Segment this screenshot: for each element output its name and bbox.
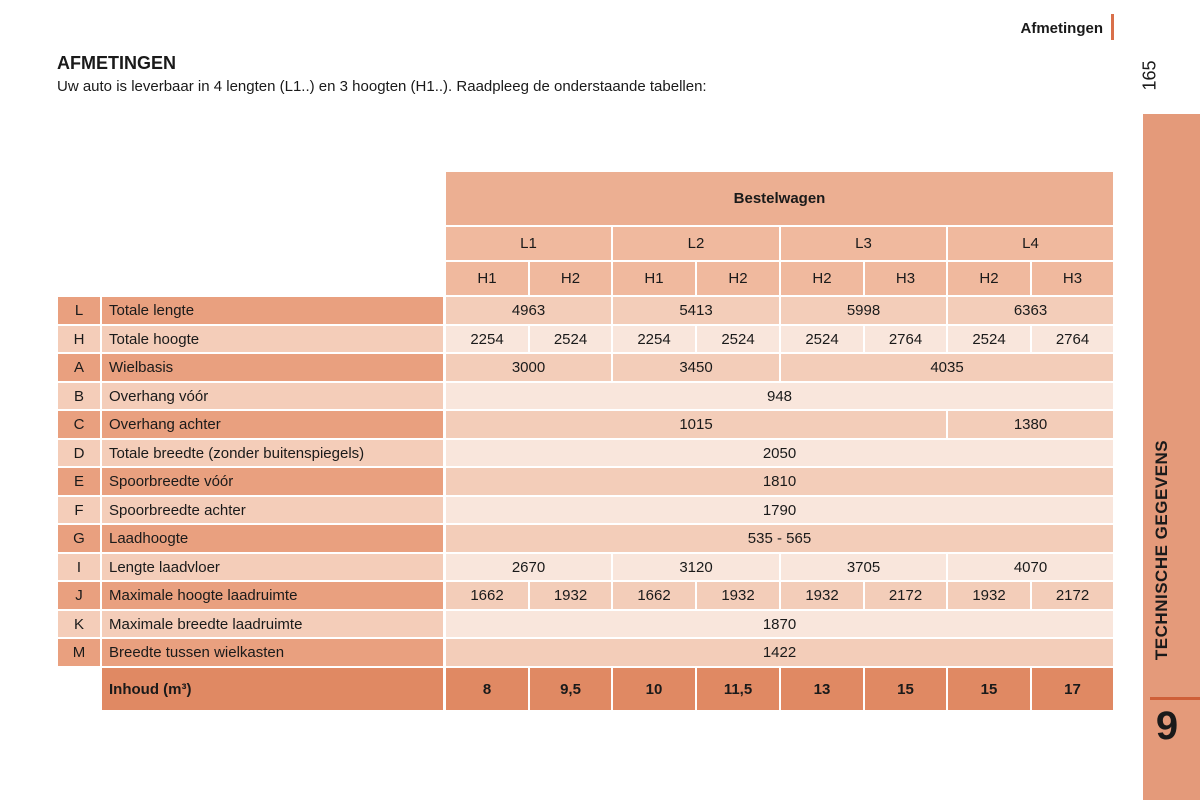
value-cell: 2172 (1032, 582, 1113, 609)
length-header: L3 (781, 227, 946, 260)
value-cell: 2764 (865, 326, 946, 352)
value-cell: 948 (446, 383, 1113, 409)
row-key: A (58, 354, 100, 381)
value-cell: 1932 (697, 582, 779, 609)
value-cell: 2050 (446, 440, 1113, 466)
length-header: L4 (948, 227, 1113, 260)
total-value: 9,5 (530, 668, 611, 710)
row-key: B (58, 383, 100, 409)
value-cell: 4070 (948, 554, 1113, 580)
value-cell: 2524 (697, 326, 779, 352)
row-key: E (58, 468, 100, 495)
chapter-title-text: TECHNISCHE GEGEVENS (1152, 439, 1171, 661)
row-key: G (58, 525, 100, 552)
chapter-number: 9 (1155, 704, 1179, 748)
height-header: H1 (446, 262, 528, 295)
value-cell: 1662 (613, 582, 695, 609)
value-cell: 3705 (781, 554, 946, 580)
value-cell: 1380 (948, 411, 1113, 438)
page-number-text: 165 (1139, 59, 1160, 91)
length-header: L2 (613, 227, 779, 260)
row-key: F (58, 497, 100, 523)
value-cell: 5413 (613, 297, 779, 324)
value-cell: 4963 (446, 297, 611, 324)
value-cell: 2764 (1032, 326, 1113, 352)
height-header: H2 (781, 262, 863, 295)
total-label: Inhoud (m³) (102, 668, 443, 710)
row-label: Laadhoogte (102, 525, 443, 552)
row-label: Wielbasis (102, 354, 443, 381)
value-cell: 2524 (781, 326, 863, 352)
row-label: Totale lengte (102, 297, 443, 324)
height-header: H2 (697, 262, 779, 295)
row-label: Overhang vóór (102, 383, 443, 409)
total-value: 10 (613, 668, 695, 710)
value-cell: 5998 (781, 297, 946, 324)
value-cell: 3450 (613, 354, 779, 381)
row-label: Breedte tussen wielkasten (102, 639, 443, 666)
total-value: 13 (781, 668, 863, 710)
value-cell: 2524 (948, 326, 1030, 352)
value-cell: 4035 (781, 354, 1113, 381)
value-cell: 6363 (948, 297, 1113, 324)
row-key: M (58, 639, 100, 666)
value-cell: 2172 (865, 582, 946, 609)
row-label: Spoorbreedte vóór (102, 468, 443, 495)
total-value: 15 (948, 668, 1030, 710)
value-cell: 1422 (446, 639, 1113, 666)
row-key: H (58, 326, 100, 352)
height-header: H2 (948, 262, 1030, 295)
value-cell: 1870 (446, 611, 1113, 637)
total-value: 15 (865, 668, 946, 710)
row-label: Totale hoogte (102, 326, 443, 352)
value-cell: 535 - 565 (446, 525, 1113, 552)
group-header: Bestelwagen (446, 172, 1113, 225)
row-label: Totale breedte (zonder buitenspiegels) (102, 440, 443, 466)
value-cell: 2524 (530, 326, 611, 352)
row-label: Maximale breedte laadruimte (102, 611, 443, 637)
page-heading: AFMETINGEN (57, 53, 176, 73)
value-cell: 3000 (446, 354, 611, 381)
header-title: Afmetingen (1020, 20, 1103, 37)
height-header: H1 (613, 262, 695, 295)
total-value: 17 (1032, 668, 1113, 710)
row-key: K (58, 611, 100, 637)
value-cell: 1790 (446, 497, 1113, 523)
value-cell: 1932 (530, 582, 611, 609)
total-value: 8 (446, 668, 528, 710)
row-key: J (58, 582, 100, 609)
row-label: Spoorbreedte achter (102, 497, 443, 523)
value-cell: 1015 (446, 411, 946, 438)
value-cell: 2254 (613, 326, 695, 352)
height-header: H3 (865, 262, 946, 295)
value-cell: 2670 (446, 554, 611, 580)
value-cell: 3120 (613, 554, 779, 580)
value-cell: 1810 (446, 468, 1113, 495)
row-key: C (58, 411, 100, 438)
row-label: Lengte laadvloer (102, 554, 443, 580)
intro-text: Uw auto is leverbaar in 4 lengten (L1..) en 3 hoogten (H1..). Raadpleeg de onderstaande tabellen: (57, 78, 707, 95)
row-label: Maximale hoogte laadruimte (102, 582, 443, 609)
length-header: L1 (446, 227, 611, 260)
height-header: H3 (1032, 262, 1113, 295)
total-value: 11,5 (697, 668, 779, 710)
row-label: Overhang achter (102, 411, 443, 438)
row-key: L (58, 297, 100, 324)
value-cell: 1932 (781, 582, 863, 609)
value-cell: 1662 (446, 582, 528, 609)
value-cell: 1932 (948, 582, 1030, 609)
row-key: I (58, 554, 100, 580)
height-header: H2 (530, 262, 611, 295)
value-cell: 2254 (446, 326, 528, 352)
row-key: D (58, 440, 100, 466)
